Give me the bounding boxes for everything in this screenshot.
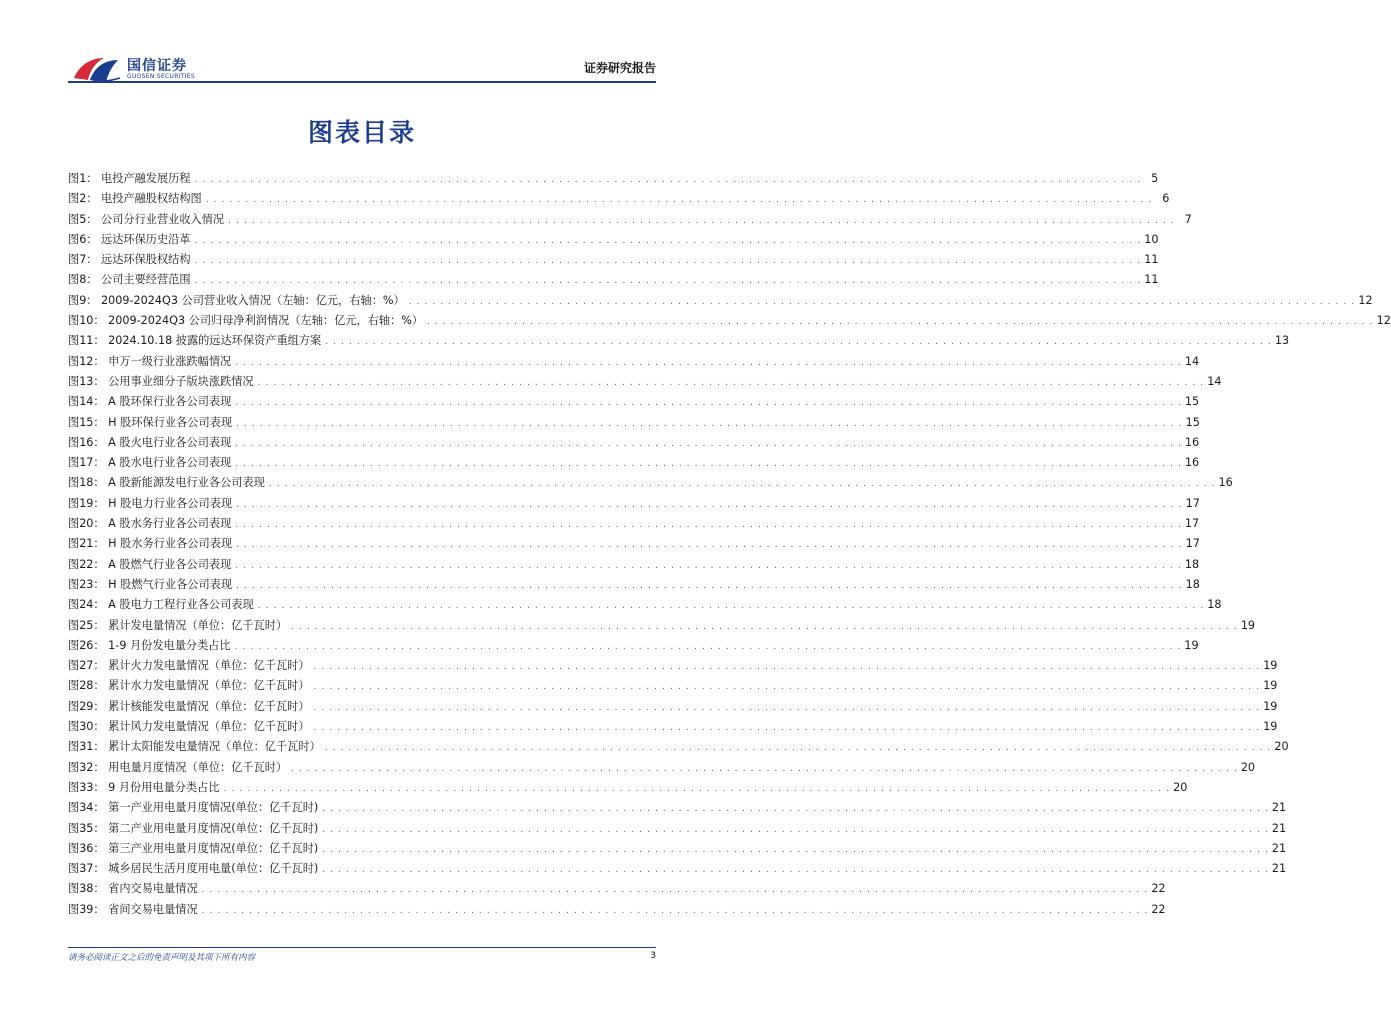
toc-entry-page: 19 bbox=[1240, 618, 1256, 632]
toc-entry-label: 图26： 1-9 月份发电量分类占比 bbox=[68, 638, 231, 652]
toc-dot-leader: . . . . . . . . . . . . . . . . . . . . . . . . . . . . . . . . . . . . . . . . . . . . . . . . . . . . . . . . . . . . . . . . . . . . . . . . . . . . . . . . . . . . . . . . . . . . . . . . . . . . . . . . . . . . . . . . . . . . . . . . bbox=[291, 763, 1238, 774]
toc-entry-page: 10 bbox=[1144, 232, 1159, 246]
toc-entry-page: 12 bbox=[1358, 293, 1373, 307]
toc-dot-leader: . . . . . . . . . . . . . . . . . . . . . . . . . . . . . . . . . . . . . . . . . . . . . . . . . . . . . . . . . . . . . . . . . . . . . . . . . . . . . . . . . . . . . . . . . . . . . . . . . . . . . . . . . . . . . . . . . . . . . . . . bbox=[194, 235, 1142, 246]
toc-entry-page: 7 bbox=[1184, 212, 1192, 226]
toc-entry[interactable] bbox=[68, 372, 1222, 392]
page-number: 3 bbox=[650, 951, 656, 961]
toc-entry-page: 16 bbox=[1218, 476, 1233, 490]
toc-entry-label: 图25： 累计发电量情况（单位：亿千瓦时） bbox=[68, 618, 288, 632]
toc-entry-page: 18 bbox=[1185, 577, 1200, 591]
toc-entry[interactable] bbox=[68, 473, 1233, 493]
toc-dot-leader: . . . . . . . . . . . . . . . . . . . . . . . . . . . . . . . . . . . . . . . . . . . . . . . . . . . . . . . . . . . . . . . . . . . . . . . . . . . . . . . . . . . . . . . . . . . . . . . . . . . . . . . . . . . . . . . . . . . . . . . . bbox=[313, 662, 1261, 673]
toc-entry[interactable] bbox=[68, 778, 1188, 798]
toc-entry-page: 19 bbox=[1263, 679, 1278, 693]
toc-entry[interactable] bbox=[68, 291, 1373, 311]
toc-dot-leader: . . . . . . . . . . . . . . . . . . . . . . . . . . . . . . . . . . . . . . . . . . . . . . . . . . . . . . . . . . . . . . . . . . . . . . . . . . . . . . . . . . . . . . . . . . . . . . . . . . . . . . . . . . . . . . . . . . . . . . . . bbox=[235, 459, 1182, 470]
toc-entry-page: 16 bbox=[1184, 456, 1200, 470]
toc-dot-leader: . . . . . . . . . . . . . . . . . . . . . . . . . . . . . . . . . . . . . . . . . . . . . . . . . . . . . . . . . . . . . . . . . . . . . . . . . . . . . . . . . . . . . . . . . . . . . . . . . . . . . . . . . . . . . . . . . . . . . . . . bbox=[325, 337, 1272, 348]
toc-entry-label: 图30： 累计风力发电量情况（单位：亿千瓦时） bbox=[68, 720, 310, 734]
toc-dot-leader: . . . . . . . . . . . . . . . . . . . . . . . . . . . . . . . . . . . . . . . . . . . . . . . . . . . . . . . . . . . . . . . . . . . . . . . . . . . . . . . . . . . . . . . . . . . . . . . . . . . . . . . . . . . . . . . . . . . . . . . . bbox=[322, 844, 1269, 855]
toc-entry-page: 11 bbox=[1144, 253, 1159, 267]
toc-entry-label: 图38： 省内交易电量情况 bbox=[68, 882, 198, 896]
toc-entry-label: 图10： 2009-2024Q3 公司归母净利润情况（左轴：亿元，右轴：%） bbox=[68, 314, 424, 328]
toc-entry-page: 20 bbox=[1240, 760, 1256, 774]
toc-entry-label: 图16： A 股火电行业各公司表现 bbox=[68, 435, 232, 449]
toc-entry-label: 图1： 电投产融发展历程 bbox=[68, 172, 191, 185]
toc-entry[interactable] bbox=[68, 900, 1166, 920]
toc-dot-leader: . . . . . . . . . . . . . . . . . . . . . . . . . . . . . . . . . . . . . . . . . . . . . . . . . . . . . . . . . . . . . . . . . . . . . . . . . . . . . . . . . . . . . . . . . . . . . . . . . . . . . . . . . . . . . . . . . . . . . . . . bbox=[322, 865, 1269, 876]
toc-entry[interactable] bbox=[68, 352, 1200, 372]
toc-dot-leader: . . . . . . . . . . . . . . . . . . . . . . . . . . . . . . . . . . . . . . . . . . . . . . . . . . . . . . . . . . . . . . . . . . . . . . . . . . . . . . . . . . . . . . . . . . . . . . . . . . . . . . . . . . . . . . . . . . . . . . . . bbox=[268, 479, 1216, 490]
toc-entry-page: 21 bbox=[1271, 862, 1287, 876]
toc-dot-leader: . . . . . . . . . . . . . . . . . . . . . . . . . . . . . . . . . . . . . . . . . . . . . . . . . . . . . . . . . . . . . . . . . . . . . . . . . . . . . . . . . . . . . . . . . . . . . . . . . . . . . . . . . . . . . . . . . . . . . . . . bbox=[234, 641, 1182, 652]
toc-entry-page: 17 bbox=[1185, 496, 1200, 510]
toc-dot-leader: . . . . . . . . . . . . . . . . . . . . . . . . . . . . . . . . . . . . . . . . . . . . . . . . . . . . . . . . . . . . . . . . . . . . . . . . . . . . . . . . . . . . . . . . . . . . . . . . . . . . . . . . . . . . . . . . . . . . . . . . bbox=[223, 783, 1171, 794]
toc-entry[interactable] bbox=[68, 717, 1278, 737]
toc-dot-leader: . . . . . . . . . . . . . . . . . . . . . . . . . . . . . . . . . . . . . . . . . . . . . . . . . . . . . . . . . . . . . . . . . . . . . . . . . . . . . . . . . . . . . . . . . . . . . . . . . . . . . . . . . . . . . . . . . . . . . . . . bbox=[194, 175, 1142, 185]
toc-dot-leader: . . . . . . . . . . . . . . . . . . . . . . . . . . . . . . . . . . . . . . . . . . . . . . . . . . . . . . . . . . . . . . . . . . . . . . . . . . . . . . . . . . . . . . . . . . . . . . . . . . . . . . . . . . . . . . . . . . . . . . . . bbox=[313, 702, 1261, 713]
toc-title: 图表目录 bbox=[307, 118, 416, 147]
toc-entry[interactable] bbox=[68, 514, 1200, 534]
toc-entry-label: 图2： 电投产融股权结构图 bbox=[68, 192, 202, 206]
toc-entry-label: 图24： A 股电力工程行业各公司表现 bbox=[68, 598, 254, 612]
toc-entry[interactable] bbox=[68, 311, 1391, 331]
toc-dot-leader: . . . . . . . . . . . . . . . . . . . . . . . . . . . . . . . . . . . . . . . . . . . . . . . . . . . . . . . . . . . . . . . . . . . . . . . . . . . . . . . . . . . . . . . . . . . . . . . . . . . . . . . . . . . . . . . . . . . . . . . . bbox=[427, 317, 1374, 328]
toc-dot-leader: . . . . . . . . . . . . . . . . . . . . . . . . . . . . . . . . . . . . . . . . . . . . . . . . . . . . . . . . . . . . . . . . . . . . . . . . . . . . . . . . . . . . . . . . . . . . . . . . . . . . . . . . . . . . . . . . . . . . . . . . bbox=[235, 398, 1182, 409]
toc-entry-label: 图20： A 股水务行业各公司表现 bbox=[68, 517, 232, 531]
figure-table-of-contents bbox=[68, 169, 1391, 920]
toc-entry-label: 图31： 累计太阳能发电量情况（单位：亿千瓦时） bbox=[68, 740, 321, 754]
toc-entry-page: 11 bbox=[1144, 273, 1159, 287]
toc-dot-leader: . . . . . . . . . . . . . . . . . . . . . . . . . . . . . . . . . . . . . . . . . . . . . . . . . . . . . . . . . . . . . . . . . . . . . . . . . . . . . . . . . . . . . . . . . . . . . . . . . . . . . . . . . . . . . . . . . . . . . . . . bbox=[257, 601, 1205, 612]
report-type-label: 证券研究报告 bbox=[583, 61, 656, 75]
toc-dot-leader: . . . . . . . . . . . . . . . . . . . . . . . . . . . . . . . . . . . . . . . . . . . . . . . . . . . . . . . . . . . . . . . . . . . . . . . . . . . . . . . . . . . . . . . . . . . . . . . . . . . . . . . . . . . . . . . . . . . . . . . . bbox=[235, 357, 1182, 368]
toc-entry-page: 19 bbox=[1263, 659, 1278, 673]
logo-chinese-name: 国信证券 bbox=[127, 58, 187, 74]
toc-dot-leader: . . . . . . . . . . . . . . . . . . . . . . . . . . . . . . . . . . . . . . . . . . . . . . . . . . . . . . . . . . . . . . . . . . . . . . . . . . . . . . . . . . . . . . . . . . . . . . . . . . . . . . . . . . . . . . . . . . . . . . . . bbox=[194, 276, 1142, 287]
guosen-logo-icon bbox=[70, 52, 122, 84]
toc-dot-leader: . . . . . . . . . . . . . . . . . . . . . . . . . . . . . . . . . . . . . . . . . . . . . . . . . . . . . . . . . . . . . . . . . . . . . . . . . . . . . . . . . . . . . . . . . . . . . . . . . . . . . . . . . . . . . . . . . . . . . . . . bbox=[313, 682, 1261, 693]
guosen-logo bbox=[70, 52, 220, 84]
toc-entry-page: 21 bbox=[1271, 841, 1287, 855]
toc-entry[interactable] bbox=[68, 169, 1159, 189]
toc-entry-label: 图36： 第三产业用电量月度情况(单位：亿千瓦时) bbox=[68, 841, 319, 855]
toc-entry-page: 18 bbox=[1207, 598, 1222, 612]
toc-entry-page: 21 bbox=[1271, 821, 1287, 835]
footer-disclaimer: 请务必阅读正文之后的免责声明及其项下所有内容 bbox=[68, 953, 256, 963]
toc-entry[interactable] bbox=[68, 250, 1159, 270]
toc-dot-leader: . . . . . . . . . . . . . . . . . . . . . . . . . . . . . . . . . . . . . . . . . . . . . . . . . . . . . . . . . . . . . . . . . . . . . . . . . . . . . . . . . . . . . . . . . . . . . . . . . . . . . . . . . . . . . . . . . . . . . . . . bbox=[201, 905, 1149, 916]
toc-entry-label: 图22： A 股燃气行业各公司表现 bbox=[68, 557, 232, 571]
toc-entry[interactable] bbox=[68, 433, 1200, 453]
toc-entry[interactable] bbox=[68, 189, 1170, 209]
toc-entry-label: 图18： A 股新能源发电行业各公司表现 bbox=[68, 476, 265, 490]
toc-entry-label: 图19： H 股电力行业各公司表现 bbox=[68, 496, 233, 510]
toc-entry-label: 图5： 公司分行业营业收入情况 bbox=[68, 212, 225, 226]
toc-dot-leader: . . . . . . . . . . . . . . . . . . . . . . . . . . . . . . . . . . . . . . . . . . . . . . . . . . . . . . . . . . . . . . . . . . . . . . . . . . . . . . . . . . . . . . . . . . . . . . . . . . . . . . . . . . . . . . . . . . . . . . . . bbox=[313, 723, 1261, 734]
toc-dot-leader: . . . . . . . . . . . . . . . . . . . . . . . . . . . . . . . . . . . . . . . . . . . . . . . . . . . . . . . . . . . . . . . . . . . . . . . . . . . . . . . . . . . . . . . . . . . . . . . . . . . . . . . . . . . . . . . . . . . . . . . . bbox=[322, 824, 1269, 835]
toc-dot-leader: . . . . . . . . . . . . . . . . . . . . . . . . . . . . . . . . . . . . . . . . . . . . . . . . . . . . . . . . . . . . . . . . . . . . . . . . . . . . . . . . . . . . . . . . . . . . . . . . . . . . . . . . . . . . . . . . . . . . . . . . bbox=[236, 418, 1183, 429]
toc-entry[interactable] bbox=[68, 859, 1287, 879]
toc-entry-page: 15 bbox=[1184, 395, 1200, 409]
toc-entry[interactable] bbox=[68, 656, 1278, 676]
toc-entry[interactable] bbox=[68, 392, 1200, 412]
toc-entry[interactable] bbox=[68, 636, 1199, 656]
toc-dot-leader: . . . . . . . . . . . . . . . . . . . . . . . . . . . . . . . . . . . . . . . . . . . . . . . . . . . . . . . . . . . . . . . . . . . . . . . . . . . . . . . . . . . . . . . . . . . . . . . . . . . . . . . . . . . . . . . . . . . . . . . . bbox=[228, 215, 1175, 226]
toc-entry[interactable] bbox=[68, 453, 1200, 473]
toc-entry-label: 图11： 2024.10.18 披露的远达环保资产重组方案 bbox=[68, 334, 322, 348]
toc-entry[interactable] bbox=[68, 879, 1166, 899]
toc-entry[interactable] bbox=[68, 534, 1200, 554]
toc-dot-leader: . . . . . . . . . . . . . . . . . . . . . . . . . . . . . . . . . . . . . . . . . . . . . . . . . . . . . . . . . . . . . . . . . . . . . . . . . . . . . . . . . . . . . . . . . . . . . . . . . . . . . . . . . . . . . . . . . . . . . . . . bbox=[235, 438, 1182, 449]
toc-entry-page: 15 bbox=[1185, 415, 1200, 429]
toc-entry-label: 图12： 申万一级行业涨跌幅情况 bbox=[68, 354, 232, 368]
toc-dot-leader: . . . . . . . . . . . . . . . . . . . . . . . . . . . . . . . . . . . . . . . . . . . . . . . . . . . . . . . . . . . . . . . . . . . . . . . . . . . . . . . . . . . . . . . . . . . . . . . . . . . . . . . . . . . . . . . . . . . . . . . . bbox=[257, 377, 1205, 388]
toc-entry-label: 图14： A 股环保行业各公司表现 bbox=[68, 395, 232, 409]
toc-entry-page: 6 bbox=[1162, 192, 1170, 206]
toc-entry-page: 14 bbox=[1184, 354, 1200, 368]
toc-entry-page: 20 bbox=[1173, 780, 1188, 794]
toc-entry-label: 图17： A 股水电行业各公司表现 bbox=[68, 456, 232, 470]
toc-dot-leader: . . . . . . . . . . . . . . . . . . . . . . . . . . . . . . . . . . . . . . . . . . . . . . . . . . . . . . . . . . . . . . . . . . . . . . . . . . . . . . . . . . . . . . . . . . . . . . . . . . . . . . . . . . . . . . . . . . . . . . . . bbox=[194, 256, 1142, 267]
toc-entry-label: 图34： 第一产业用电量月度情况(单位：亿千瓦时) bbox=[68, 801, 319, 815]
toc-dot-leader: . . . . . . . . . . . . . . . . . . . . . . . . . . . . . . . . . . . . . . . . . . . . . . . . . . . . . . . . . . . . . . . . . . . . . . . . . . . . . . . . . . . . . . . . . . . . . . . . . . . . . . . . . . . . . . . . . . . . . . . . bbox=[236, 580, 1183, 591]
toc-entry[interactable] bbox=[68, 210, 1192, 230]
toc-entry-page: 12 bbox=[1376, 314, 1391, 328]
toc-entry[interactable] bbox=[68, 555, 1200, 575]
toc-entry-label: 图15： H 股环保行业各公司表现 bbox=[68, 415, 233, 429]
toc-entry[interactable] bbox=[68, 737, 1289, 757]
toc-dot-leader: . . . . . . . . . . . . . . . . . . . . . . . . . . . . . . . . . . . . . . . . . . . . . . . . . . . . . . . . . . . . . . . . . . . . . . . . . . . . . . . . . . . . . . . . . . . . . . . . . . . . . . . . . . . . . . . . . . . . . . . . bbox=[201, 885, 1149, 896]
toc-entry-page: 5 bbox=[1151, 172, 1159, 185]
toc-dot-leader: . . . . . . . . . . . . . . . . . . . . . . . . . . . . . . . . . . . . . . . . . . . . . . . . . . . . . . . . . . . . . . . . . . . . . . . . . . . . . . . . . . . . . . . . . . . . . . . . . . . . . . . . . . . . . . . . . . . . . . . . bbox=[236, 499, 1183, 510]
toc-entry-label: 图23： H 股燃气行业各公司表现 bbox=[68, 577, 233, 591]
toc-dot-leader: . . . . . . . . . . . . . . . . . . . . . . . . . . . . . . . . . . . . . . . . . . . . . . . . . . . . . . . . . . . . . . . . . . . . . . . . . . . . . . . . . . . . . . . . . . . . . . . . . . . . . . . . . . . . . . . . . . . . . . . . bbox=[408, 296, 1356, 307]
toc-dot-leader: . . . . . . . . . . . . . . . . . . . . . . . . . . . . . . . . . . . . . . . . . . . . . . . . . . . . . . . . . . . . . . . . . . . . . . . . . . . . . . . . . . . . . . . . . . . . . . . . . . . . . . . . . . . . . . . . . . . . . . . . bbox=[205, 195, 1153, 206]
toc-entry[interactable] bbox=[68, 616, 1256, 636]
toc-entry-label: 图39： 省间交易电量情况 bbox=[68, 902, 198, 916]
page-header bbox=[68, 48, 656, 84]
toc-entry[interactable] bbox=[68, 758, 1256, 778]
toc-entry-label: 图29： 累计核能发电量情况（单位：亿千瓦时） bbox=[68, 699, 310, 713]
logo-english-name: GUOSEN SECURITIES bbox=[127, 73, 196, 80]
toc-entry-page: 21 bbox=[1271, 801, 1287, 815]
header-divider bbox=[68, 81, 656, 83]
toc-dot-leader: . . . . . . . . . . . . . . . . . . . . . . . . . . . . . . . . . . . . . . . . . . . . . . . . . . . . . . . . . . . . . . . . . . . . . . . . . . . . . . . . . . . . . . . . . . . . . . . . . . . . . . . . . . . . . . . . . . . . . . . . bbox=[291, 621, 1238, 632]
toc-entry-page: 19 bbox=[1263, 720, 1278, 734]
toc-entry[interactable] bbox=[68, 575, 1200, 595]
toc-entry[interactable] bbox=[68, 595, 1222, 615]
toc-entry-page: 13 bbox=[1274, 334, 1290, 348]
toc-entry-label: 图32： 用电量月度情况（单位：亿千瓦时） bbox=[68, 760, 288, 774]
toc-entry[interactable] bbox=[68, 819, 1287, 839]
toc-entry[interactable] bbox=[68, 494, 1200, 514]
toc-entry-page: 18 bbox=[1184, 557, 1200, 571]
toc-entry[interactable] bbox=[68, 230, 1159, 250]
toc-dot-leader: . . . . . . . . . . . . . . . . . . . . . . . . . . . . . . . . . . . . . . . . . . . . . . . . . . . . . . . . . . . . . . . . . . . . . . . . . . . . . . . . . . . . . . . . . . . . . . . . . . . . . . . . . . . . . . . . . . . . . . . . bbox=[235, 560, 1182, 571]
toc-entry-label: 图7： 远达环保股权结构 bbox=[68, 253, 191, 267]
toc-entry[interactable] bbox=[68, 798, 1287, 818]
toc-entry[interactable] bbox=[68, 839, 1287, 859]
toc-entry-page: 22 bbox=[1151, 902, 1166, 916]
toc-dot-leader: . . . . . . . . . . . . . . . . . . . . . . . . . . . . . . . . . . . . . . . . . . . . . . . . . . . . . . . . . . . . . . . . . . . . . . . . . . . . . . . . . . . . . . . . . . . . . . . . . . . . . . . . . . . . . . . . . . . . . . . . bbox=[236, 540, 1183, 551]
toc-entry[interactable] bbox=[68, 676, 1278, 696]
toc-entry[interactable] bbox=[68, 270, 1159, 290]
toc-entry[interactable] bbox=[68, 697, 1278, 717]
toc-dot-leader: . . . . . . . . . . . . . . . . . . . . . . . . . . . . . . . . . . . . . . . . . . . . . . . . . . . . . . . . . . . . . . . . . . . . . . . . . . . . . . . . . . . . . . . . . . . . . . . . . . . . . . . . . . . . . . . . . . . . . . . . bbox=[235, 520, 1182, 531]
toc-entry-page: 17 bbox=[1185, 537, 1200, 551]
toc-entry-label: 图28： 累计水力发电量情况（单位：亿千瓦时） bbox=[68, 679, 310, 693]
toc-entry-page: 14 bbox=[1207, 374, 1222, 388]
toc-entry-label: 图21： H 股水务行业各公司表现 bbox=[68, 537, 233, 551]
toc-dot-leader: . . . . . . . . . . . . . . . . . . . . . . . . . . . . . . . . . . . . . . . . . . . . . . . . . . . . . . . . . . . . . . . . . . . . . . . . . . . . . . . . . . . . . . . . . . . . . . . . . . . . . . . . . . . . . . . . . . . . . . . . bbox=[324, 743, 1272, 754]
toc-entry-label: 图37： 城乡居民生活月度用电量(单位：亿千瓦时) bbox=[68, 862, 319, 876]
toc-entry-page: 22 bbox=[1151, 882, 1166, 896]
toc-entry-page: 17 bbox=[1184, 517, 1200, 531]
toc-entry-label: 图13： 公用事业细分子版块涨跌情况 bbox=[68, 374, 254, 388]
toc-entry-label: 图35： 第二产业用电量月度情况(单位：亿千瓦时) bbox=[68, 821, 319, 835]
toc-entry-page: 19 bbox=[1184, 638, 1199, 652]
toc-entry-label: 图9： 2009-2024Q3 公司营业收入情况（左轴：亿元，右轴：%） bbox=[68, 293, 405, 307]
toc-entry-label: 图27： 累计火力发电量情况（单位：亿千瓦时） bbox=[68, 659, 310, 673]
toc-entry-page: 19 bbox=[1263, 699, 1278, 713]
toc-entry-page: 16 bbox=[1184, 435, 1200, 449]
toc-entry-label: 图8： 公司主要经营范围 bbox=[68, 273, 191, 287]
toc-entry-page: 20 bbox=[1274, 740, 1289, 754]
toc-entry-label: 图6： 远达环保历史沿革 bbox=[68, 232, 191, 246]
toc-entry[interactable] bbox=[68, 331, 1290, 351]
footer-divider bbox=[68, 947, 656, 948]
toc-dot-leader: . . . . . . . . . . . . . . . . . . . . . . . . . . . . . . . . . . . . . . . . . . . . . . . . . . . . . . . . . . . . . . . . . . . . . . . . . . . . . . . . . . . . . . . . . . . . . . . . . . . . . . . . . . . . . . . . . . . . . . . . bbox=[322, 804, 1269, 815]
toc-entry[interactable] bbox=[68, 413, 1200, 433]
toc-entry-label: 图33： 9 月份用电量分类占比 bbox=[68, 780, 220, 794]
